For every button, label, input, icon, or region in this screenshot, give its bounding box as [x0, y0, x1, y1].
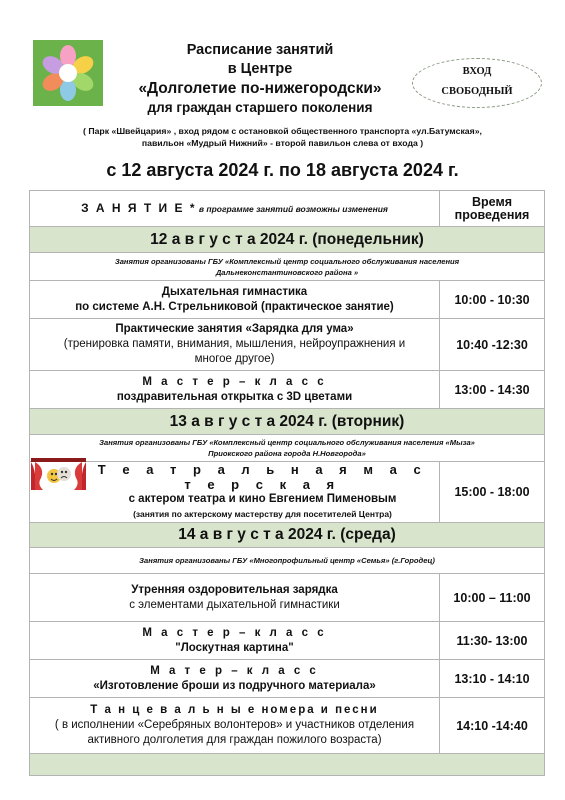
- activity-title: М а т е р – к л а с с: [150, 664, 319, 677]
- organizer-line-2: Дальнеконстантиновского района »: [215, 267, 359, 277]
- activity-cell: [30, 698, 440, 754]
- day-title: 14 а в г у с т а 2024 г. (среда): [30, 523, 545, 548]
- day-row: [30, 523, 545, 548]
- activity-time: 10:40 -12:30: [440, 319, 545, 371]
- activity-title: Т а н ц е в а л ь н ы е номера и песни: [90, 704, 379, 716]
- activity-cell: [30, 462, 440, 523]
- activity-desc-2: (занятия по актерскому мастерству для посетителей Центра): [133, 509, 392, 519]
- activity-desc: поздравительная открытка с 3D цветами: [116, 390, 353, 403]
- activity-time: 10:00 – 11:00: [440, 574, 545, 622]
- address-line-1: ( Парк «Швейцария» , вход рядом с остановкой общественного транспорта «ул.Батумская»,: [83, 126, 482, 136]
- activity-header-note: в программе занятий возможны изменения: [196, 203, 388, 214]
- organizer-line-2: Приокского района города Н.Новгорода»: [208, 449, 366, 458]
- activity-row: [30, 319, 545, 371]
- day-title: 13 а в г у с т а 2024 г. (вторник): [30, 409, 545, 435]
- organizer-row: [30, 253, 545, 281]
- activity-title: М а с т е р – к л а с с: [142, 626, 327, 639]
- activity-time: 14:10 -14:40: [440, 698, 545, 754]
- table-header-row: [30, 191, 545, 227]
- activity-title: Утренняя оздоровительная зарядка: [131, 583, 338, 596]
- organizer-row: [30, 548, 545, 574]
- activity-time: 15:00 - 18:00: [440, 462, 545, 523]
- page-title: [110, 41, 410, 117]
- time-column-header: [440, 191, 545, 227]
- activity-cell: [30, 371, 440, 409]
- activity-desc-2: активного долголетия для граждан пожилого возраста): [87, 734, 382, 746]
- day-row: [30, 227, 545, 253]
- activity-cell: [30, 622, 440, 660]
- day-title: 12 а в г у с т а 2024 г. (понедельник): [30, 227, 545, 253]
- activity-desc: с элементами дыхательной гимнастики: [129, 598, 340, 611]
- activity-cell: [30, 660, 440, 698]
- activity-row: [30, 281, 545, 319]
- activity-desc: ( в исполнении «Серебряных волонтеров» и участников отделения: [54, 719, 415, 731]
- activity-time: 11:30- 13:00: [440, 622, 545, 660]
- organizer-text: [30, 548, 545, 574]
- activity-row: [30, 462, 545, 523]
- time-header-line-2: проведения: [454, 207, 530, 222]
- activity-title: Практические занятия «Зарядка для ума»: [115, 323, 354, 335]
- title-line-2: в Центре: [227, 61, 293, 77]
- schedule-table: [29, 190, 545, 776]
- activity-row: [30, 622, 545, 660]
- flower-logo-icon: [33, 40, 103, 106]
- organizer-row: [30, 435, 545, 462]
- activity-desc: «Изготовление броши из подручного материала»: [93, 679, 376, 692]
- activity-time: 10:00 - 10:30: [440, 281, 545, 319]
- activity-desc: (тренировка памяти, внимания, мышления, нейроупражнения и: [63, 338, 406, 350]
- activity-cell: [30, 319, 440, 371]
- empty-footer-row: [30, 754, 545, 776]
- activity-column-header: [30, 191, 440, 227]
- activity-title: М а с т е р – к л а с с: [142, 375, 327, 388]
- free-entry-line-1: ВХОД: [462, 66, 492, 77]
- activity-cell: [30, 281, 440, 319]
- activity-desc: по системе А.Н. Стрельниковой (практическое занятие): [75, 300, 394, 313]
- day-row: [30, 409, 545, 435]
- organizer-text: [30, 435, 545, 462]
- title-line-3: «Долголетие по-нижегородски»: [138, 80, 382, 97]
- address-line-2: павильон «Мудрый Нижний» - второй павильон слева от входа ): [141, 138, 424, 148]
- theater-stage-icon: [31, 458, 86, 490]
- activity-time: 13:00 - 14:30: [440, 371, 545, 409]
- title-line-4: для граждан старшего поколения: [147, 100, 373, 115]
- organizer-line-1: Занятия организованы ГБУ «Многопрофильный центр «Семья» (г.Городец): [139, 556, 435, 565]
- activity-row: [30, 371, 545, 409]
- activity-header-label: З А Н Я Т И Е *: [81, 200, 197, 215]
- organizer-text: [30, 253, 545, 281]
- activity-cell: [30, 574, 440, 622]
- activity-title: Дыхательная гимнастика: [161, 285, 308, 298]
- free-entry-line-2: СВОБОДНЫЙ: [441, 86, 513, 97]
- activity-desc: с актером театра и кино Евгением Пименовым: [128, 493, 397, 505]
- title-line-1: Расписание занятий: [186, 42, 334, 58]
- time-header-line-1: Время: [472, 194, 512, 209]
- activity-title: Т е а т р а л ь н а я м а с т е р с к а я: [97, 462, 428, 492]
- empty-footer-cell: [30, 754, 545, 776]
- activity-desc-2: многое другое): [194, 353, 275, 365]
- address: [30, 125, 535, 149]
- activity-time: 13:10 - 14:10: [440, 660, 545, 698]
- activity-desc: "Лоскутная картина": [175, 641, 294, 654]
- activity-row: [30, 698, 545, 754]
- organizer-line-1: Занятия организованы ГБУ «Комплексный центр социального обслуживания населения «Мыза»: [99, 438, 475, 447]
- date-range: с 12 августа 2024 г. по 18 августа 2024 г.: [106, 160, 459, 180]
- activity-row: [30, 660, 545, 698]
- free-entry-badge: [412, 58, 542, 108]
- organizer-line-1: Занятия организованы ГБУ «Комплексный центр социального обслуживания населения: [114, 256, 460, 266]
- activity-row: [30, 574, 545, 622]
